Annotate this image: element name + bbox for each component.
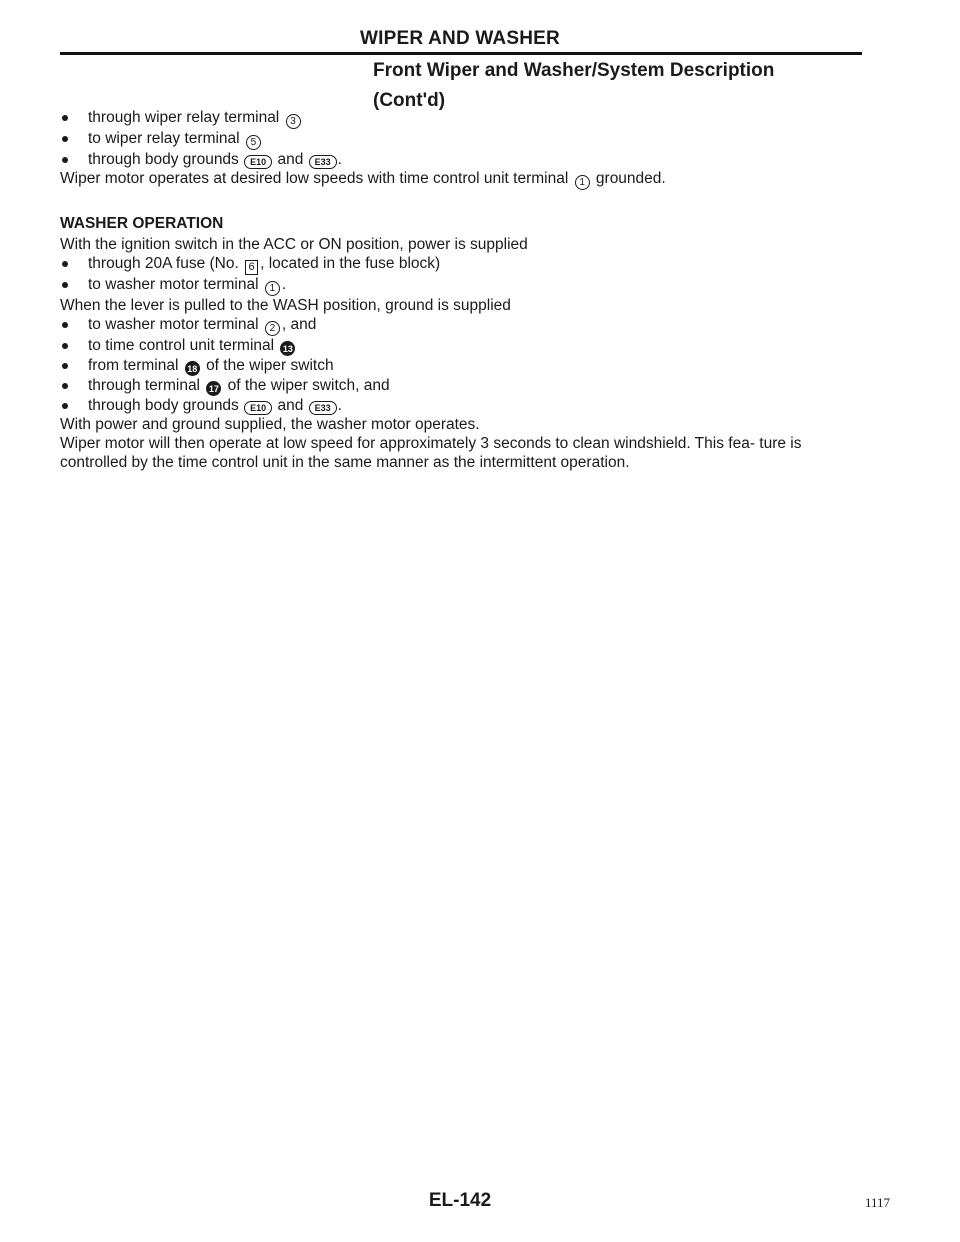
section-title-line-2: (Cont'd): [373, 90, 446, 111]
header-rule: [60, 52, 862, 55]
bullet-item: through body grounds E10 and E33 .: [60, 396, 860, 415]
bullet-item: to washer motor terminal 1 .: [60, 275, 860, 296]
bullet-item: through body grounds E10 and E33 .: [60, 150, 860, 169]
terminal-number-icon: 13: [280, 341, 295, 356]
terminal-number-icon: 18: [185, 361, 200, 376]
terminal-number-icon: 2: [265, 321, 280, 336]
bullet-item: to washer motor terminal 2 , and: [60, 315, 860, 336]
bullet-item: from terminal 18 of the wiper switch: [60, 356, 860, 376]
document-body: [60, 108, 860, 472]
terminal-number-icon: 1: [265, 281, 280, 296]
page-number: EL-142: [428, 1190, 492, 1211]
bullet-item: through wiper relay terminal 3: [60, 108, 860, 129]
ground-connector-icon: E10: [244, 155, 272, 169]
paragraph: With power and ground supplied, the washer motor operates.: [60, 416, 480, 433]
bullet-item: to wiper relay terminal 5: [60, 129, 860, 150]
terminal-number-icon: 3: [286, 114, 301, 129]
section-title: [373, 56, 774, 116]
paragraph: Wiper motor will then operate at low speed for approximately 3 seconds to clean windshield. This fea- ture is controlled by the time control unit in the same manner as the intermittent operation.: [60, 435, 802, 471]
paragraph: Wiper motor operates at desired low speeds with time control unit terminal 1 grounded.: [60, 170, 666, 188]
ground-connector-icon: E10: [244, 401, 272, 415]
spacer: [60, 190, 860, 214]
fuse-number-icon: 6: [245, 260, 258, 275]
folio-number: 1117: [865, 1195, 891, 1210]
subheading: WASHER OPERATION: [60, 215, 224, 232]
ground-connector-icon: E33: [309, 155, 337, 169]
section-title-line-1: Front Wiper and Washer/System Description: [373, 60, 775, 81]
bullet-item: through terminal 17 of the wiper switch, and: [60, 376, 860, 396]
terminal-number-icon: 1: [575, 175, 590, 190]
ground-connector-icon: E33: [309, 401, 337, 415]
terminal-number-icon: 5: [246, 135, 261, 150]
page-header-title: WIPER AND WASHER: [360, 28, 560, 49]
terminal-number-icon: 17: [206, 381, 221, 396]
bullet-item: to time control unit terminal 13: [60, 336, 860, 356]
paragraph: With the ignition switch in the ACC or ON position, power is supplied: [60, 236, 528, 253]
paragraph: When the lever is pulled to the WASH position, ground is supplied: [60, 297, 511, 314]
bullet-item: through 20A fuse (No. 6 , located in the fuse block): [60, 254, 860, 275]
